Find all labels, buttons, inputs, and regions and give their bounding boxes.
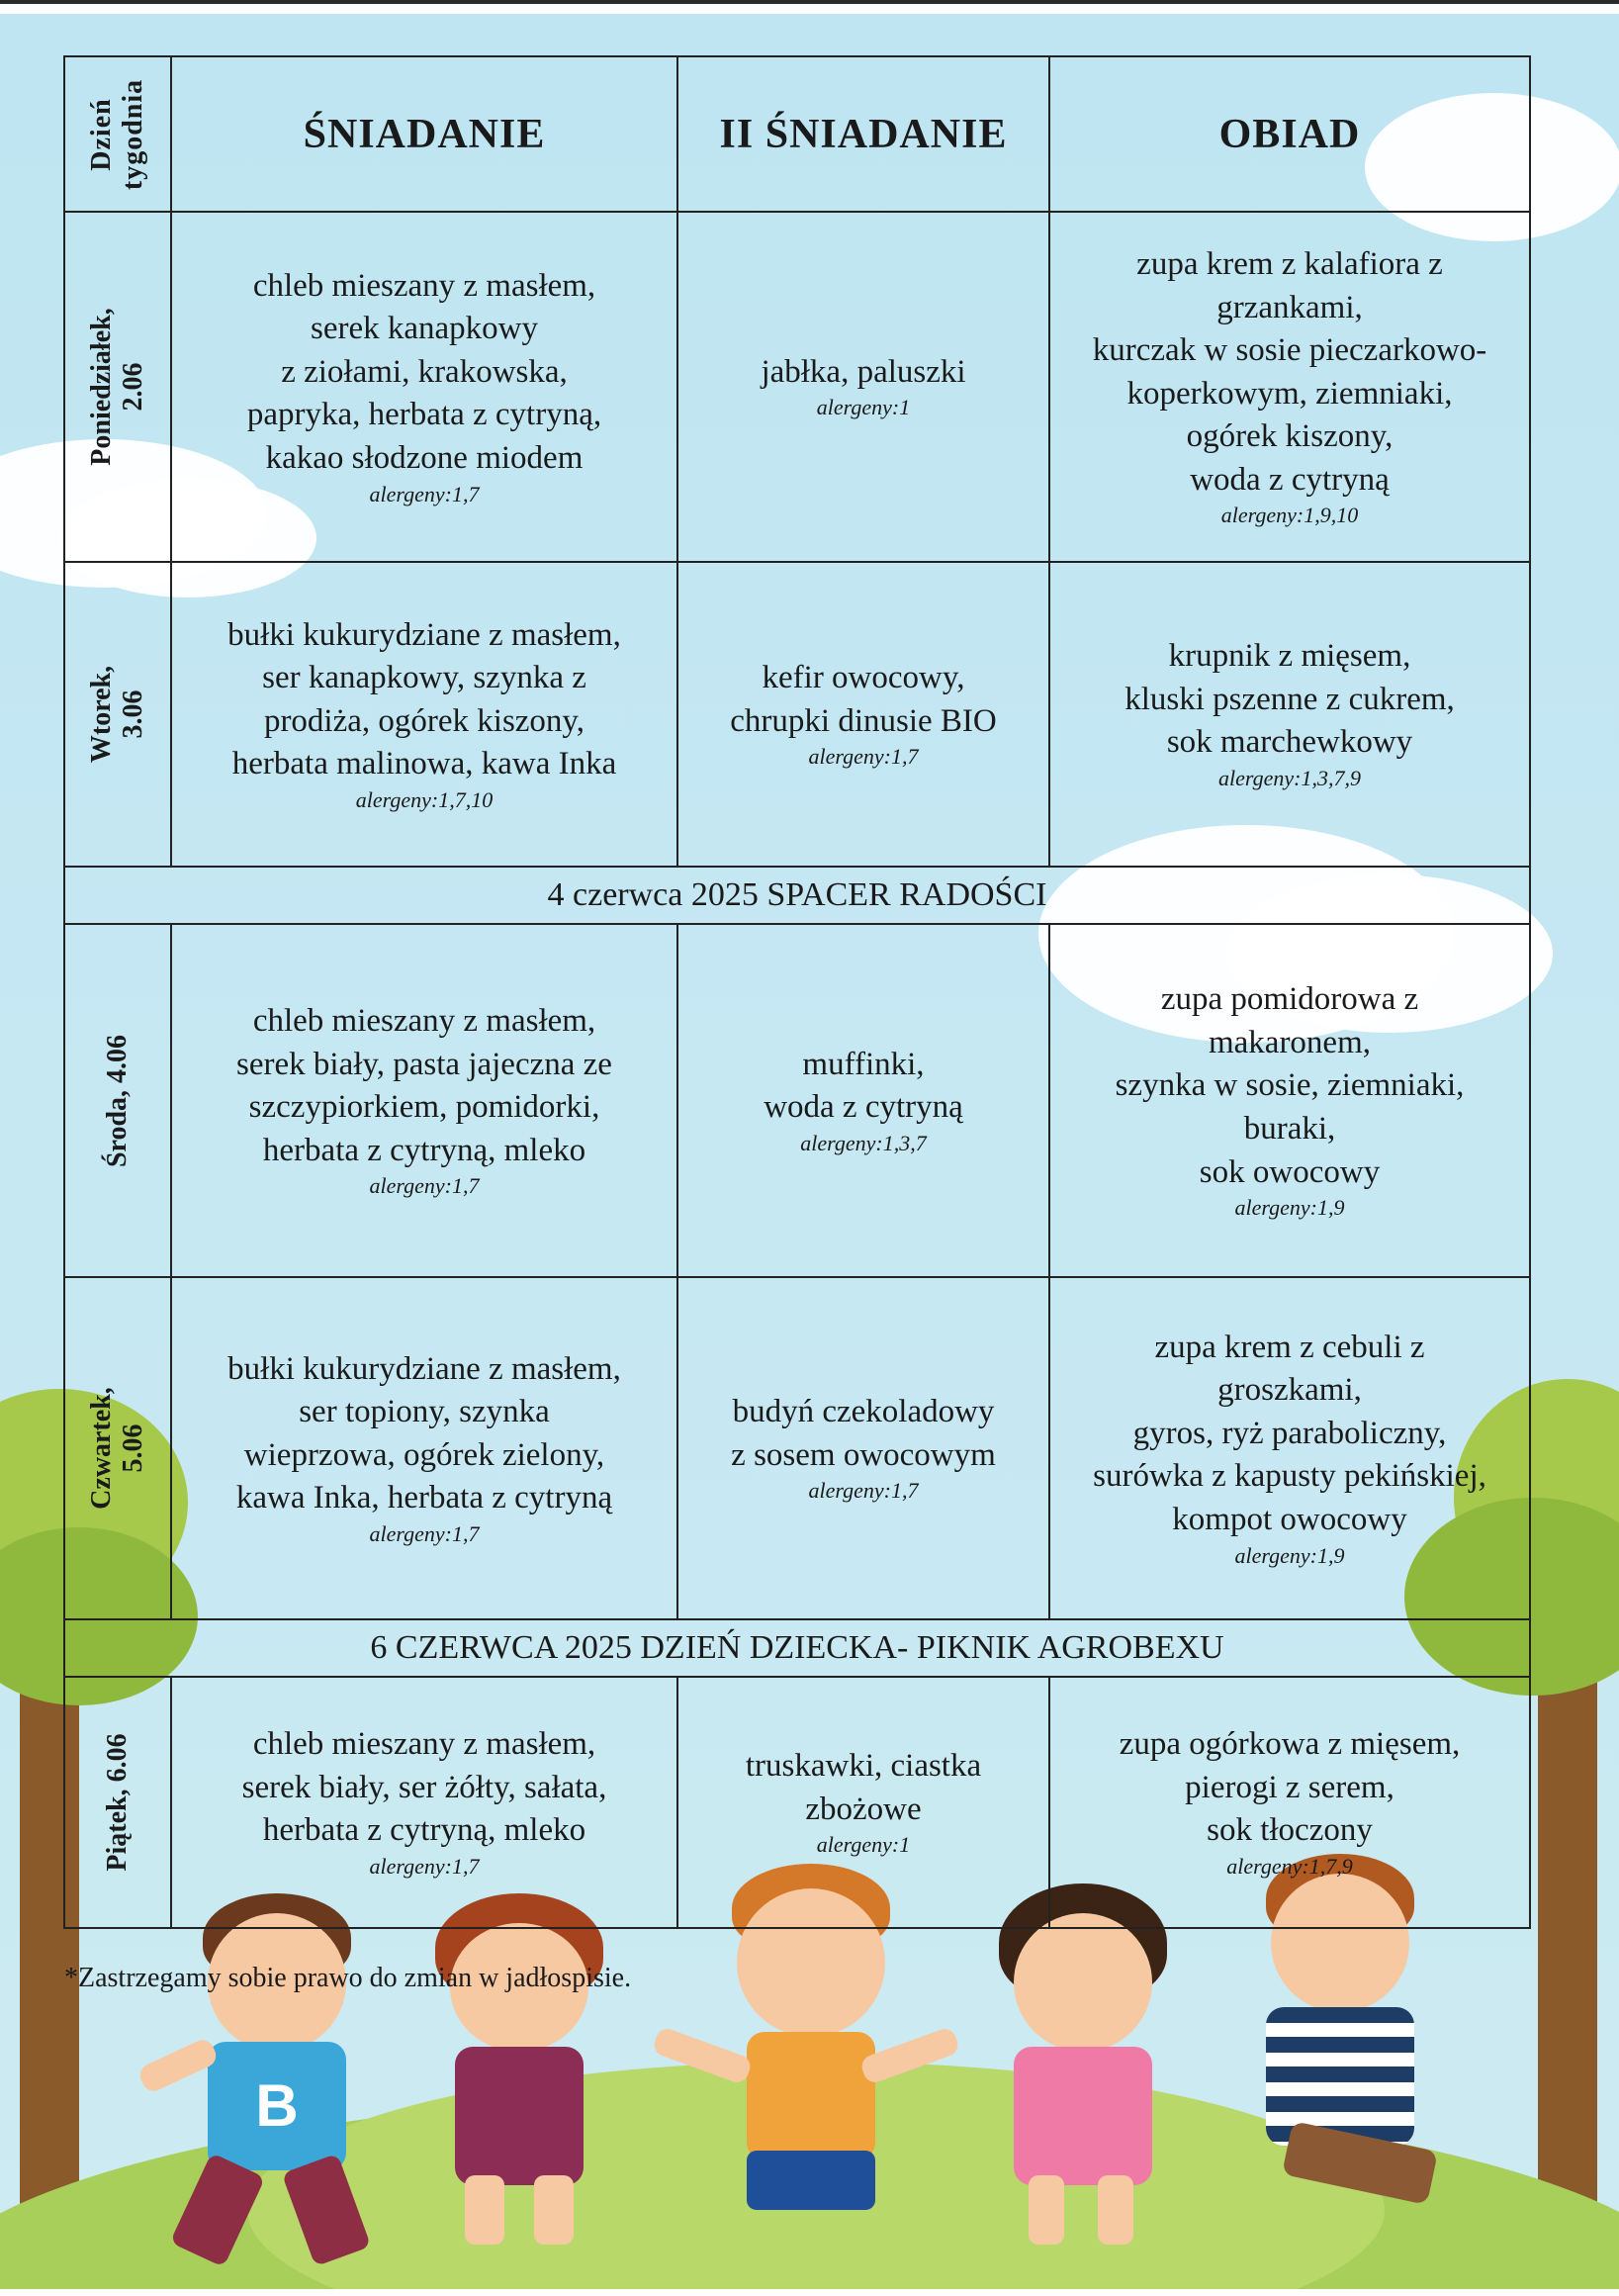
allergens: alergeny:1 [816,395,911,420]
breakfast-items: chleb mieszany z masłem, serek kanapkowy z ziołami, krakowska, papryka, herbata z cytryną, kakao słodzone miodem [246,267,602,477]
breakfast-cell [171,212,677,562]
header-second-breakfast: II ŚNIADANIE [677,56,1049,212]
lunch-cell [1049,1677,1530,1928]
breakfast-cell [171,924,677,1277]
lunch-items: zupa krem z cebuli z groszkami, gyros, ryż paraboliczny, surówka z kapusty pekińskiej, kompot owocowy [1093,1329,1486,1538]
day-label: Wtorek, 3.06 [85,665,148,764]
table-row-tuesday [64,562,1530,867]
lunch-items: krupnik z mięsem, kluski pszenne z cukrem, sok marchewkowy [1124,638,1455,761]
lunch-items: zupa ogórkowa z mięsem, pierogi z serem, sok tłoczony [1119,1726,1461,1849]
day-label-cell [64,1677,171,1928]
breakfast-cell [171,1277,677,1619]
breakfast-cell [171,1677,677,1928]
table-row-thursday [64,1277,1530,1619]
second-breakfast-items: budyń czekoladowy z sosem owocowym [731,1394,996,1473]
second-breakfast-cell [677,212,1049,562]
menu-table [63,55,1531,1929]
breakfast-items: bułki kukurydziane z masłem, ser kanapkowy, szynka z prodiża, ogórek kiszony, herbata malinowa, kawa Inka [227,616,621,782]
second-breakfast-cell [677,924,1049,1277]
header-day-of-week: Dzień tygodnia [64,56,171,212]
table-row-friday [64,1677,1530,1928]
breakfast-items: chleb mieszany z masłem, serek biały, ser żółty, sałata, herbata z cytryną, mleko [241,1726,607,1849]
table-row-wednesday [64,924,1530,1277]
lunch-cell [1049,1277,1530,1619]
event-banner: 6 CZERWCA 2025 DZIEŃ DZIECKA- PIKNIK AGROBEXU [64,1619,1530,1677]
allergens: alergeny:1,7 [369,1173,480,1199]
lunch-cell [1049,562,1530,867]
day-label-cell [64,924,171,1277]
breakfast-cell [171,562,677,867]
child-figure [405,1883,633,2240]
day-label-cell [64,212,171,562]
event-banner: 4 czerwca 2025 SPACER RADOŚCI [64,867,1530,924]
day-label: Środa, 4.06 [101,1034,133,1167]
disclaimer-note: *Zastrzegamy sobie prawo do zmian w jadłospisie. [64,1963,632,1993]
allergens: alergeny:1,7 [369,481,480,506]
allergens: alergeny:1,7,10 [355,786,494,812]
day-label-cell [64,1277,171,1619]
breakfast-items: chleb mieszany z masłem, serek biały, pasta jajeczna ze szczypiorkiem, pomidorki, herbata z cytryną, mleko [236,1003,612,1168]
second-breakfast-cell [677,1677,1049,1928]
allergens: alergeny:1,3,7 [800,1130,927,1155]
day-label: Czwartek, 5.06 [85,1387,148,1510]
second-breakfast-items: jabłka, paluszki [761,353,966,390]
second-breakfast-items: kefir owocowy, chrupki dinusie BIO [730,660,997,739]
table-row-monday [64,212,1530,562]
tree-trunk-right [1538,1616,1597,2250]
second-breakfast-cell [677,1277,1049,1619]
table-header-row [64,56,1530,212]
allergens: alergeny:1,7 [808,1478,919,1504]
event-row [64,867,1530,924]
allergens: alergeny:1 [816,1832,911,1858]
scan-top-border [0,0,1619,4]
child-figure [969,1883,1197,2250]
second-breakfast-items: muffinki, woda z cytryną [764,1046,963,1126]
second-breakfast-items: truskawki, ciastka zbożowe [745,1748,982,1827]
allergens: alergeny:1,7,9 [1226,1854,1353,1880]
header-lunch: OBIAD [1049,56,1530,212]
lunch-items: zupa krem z kalafiora z grzankami, kurczak w sosie pieczarkowo- koperkowym, ziemniaki, ogórek kiszony, woda z cytryną [1092,246,1487,498]
shirt-letter: B [208,2042,346,2170]
day-label-cell [64,562,171,867]
child-figure [148,1893,405,2269]
allergens: alergeny:1,9,10 [1220,503,1359,528]
allergens: alergeny:1,3,7,9 [1218,766,1361,791]
allergens: alergeny:1,7 [369,1520,480,1546]
lunch-cell [1049,212,1530,562]
allergens: alergeny:1,9 [1234,1195,1345,1221]
day-label: Piątek, 6.06 [101,1733,133,1872]
second-breakfast-cell [677,562,1049,867]
lunch-cell [1049,924,1530,1277]
header-breakfast: ŚNIADANIE [171,56,677,212]
allergens: alergeny:1,7 [369,1854,480,1880]
allergens: alergeny:1,7 [808,744,919,770]
event-row [64,1619,1530,1677]
lunch-items: zupa pomidorowa z makaronem, szynka w sosie, ziemniaki, buraki, sok owocowy [1115,981,1465,1190]
allergens: alergeny:1,9 [1234,1542,1345,1568]
day-label: Poniedziałek, 2.06 [85,308,148,466]
breakfast-items: bułki kukurydziane z masłem, ser topiony, szynka wieprzowa, ogórek zielony, kawa Inka, herbata z cytryną [227,1350,621,1516]
